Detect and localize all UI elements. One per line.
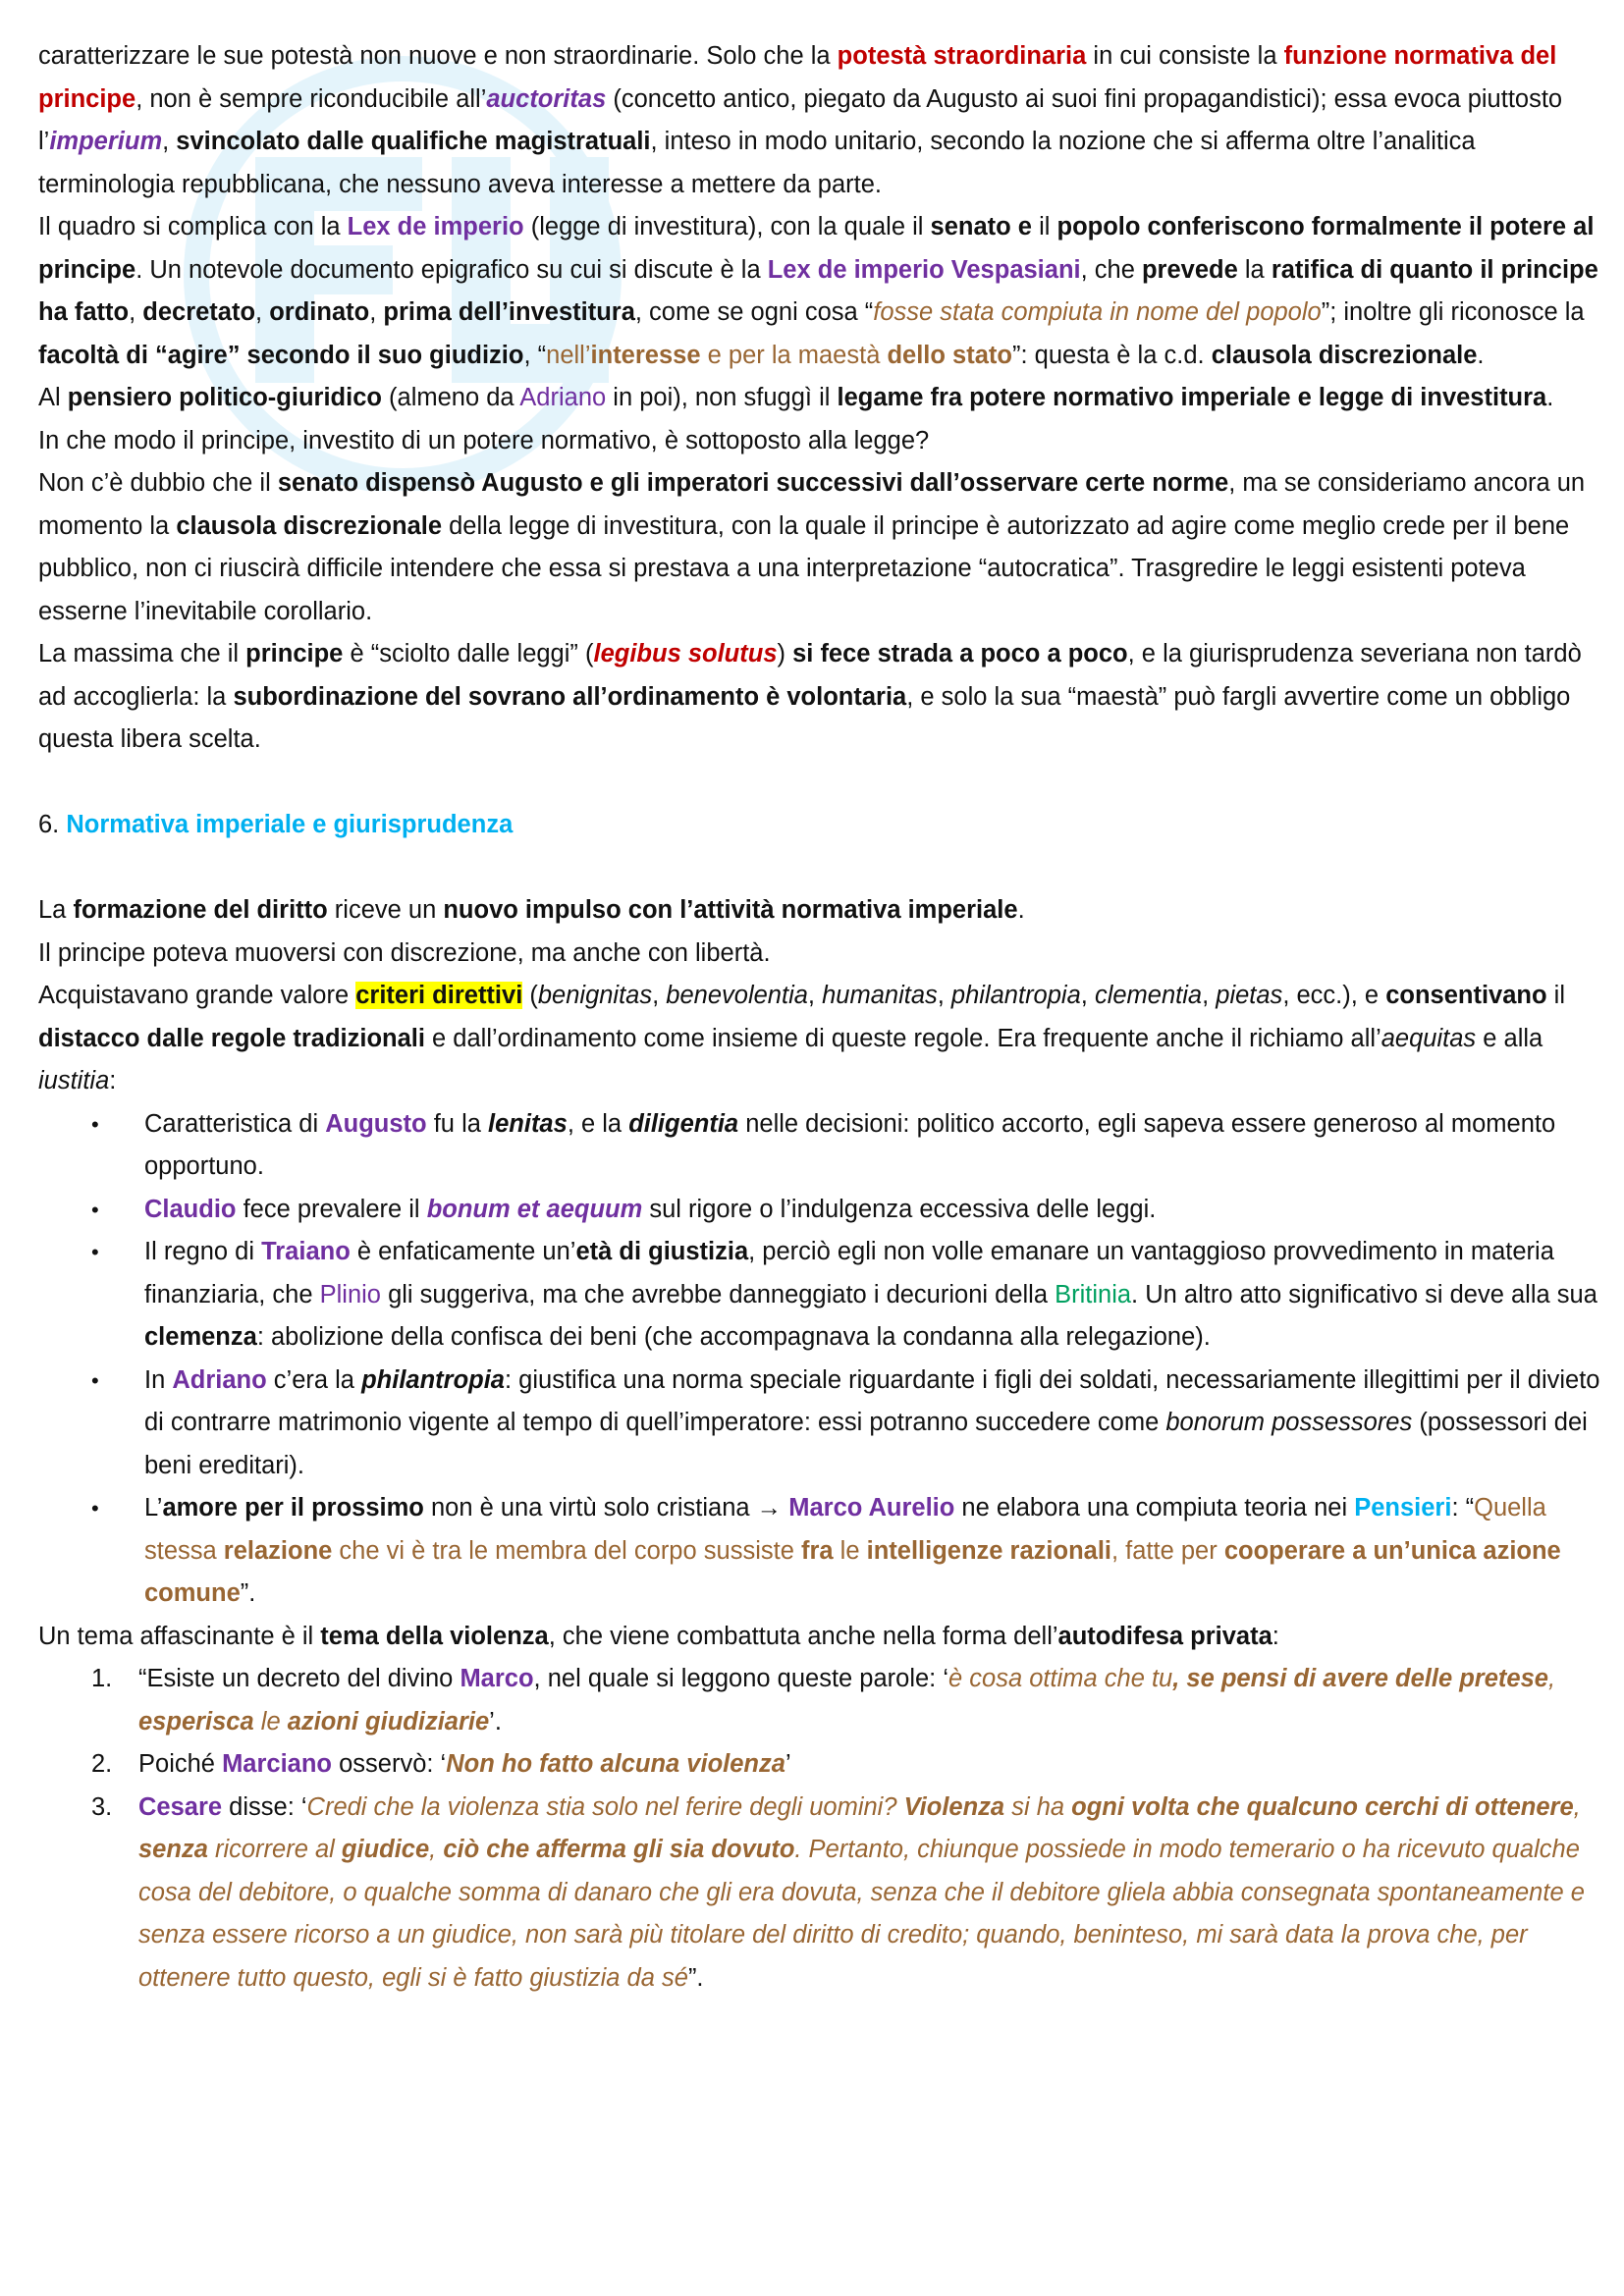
- paragraph-5: Non c’è dubbio che il senato dispensò Augusto e gli imperatori successivi dall’osservare certe norme, ma se consideriamo ancora un momento la clausola discrezionale della legge di investitura, con la quale il principe è autorizzato ad agire come meglio crede per il bene pubblico, non ci riuscirà difficile intendere che essa si prestava a una interpretazione “autocratica”. Trasgredire le leggi esistenti poteva esserne l’inevitabile corollario.: [38, 469, 1586, 625]
- paragraph-3: Al pensiero politico-giuridico (almeno da Adriano in poi), non sfuggì il legame fra potere normativo imperiale e legge di investitura.: [38, 384, 1554, 411]
- list-item: • Caratteristica di Augusto fu la lenitas, e la diligentia nelle decisioni: politico accorto, egli sapeva essere generoso al momento opportuno.: [144, 1103, 1609, 1189]
- paragraph-2: Il quadro si complica con la Lex de imperio (legge di investitura), con la quale il senato e il popolo conferiscono formalmente il potere al principe. Un notevole documento epigrafico su cui si discute è la Lex de imperio Vespasiani, che prevede la ratifica di quanto il principe ha fatto, decretato, ordinato, prima dell’investitura, come se ogni cosa “fosse stata compiuta in nome del popolo”; inoltre gli riconosce la facoltà di “agire” secondo il suo giudizio, “nell’interesse e per la maestà dello stato”: questa è la c.d. clausola discrezionale.: [38, 213, 1598, 369]
- bullet-icon: •: [91, 1367, 99, 1393]
- bullet-icon: •: [91, 1111, 99, 1137]
- bullet-icon: •: [91, 1240, 99, 1264]
- list-item: 1. “Esiste un decreto del divino Marco, nel quale si leggono queste parole: ‘è cosa ottima che tu, se pensi di avere delle pretese, esperisca le azioni giudiziarie’.: [138, 1658, 1609, 1743]
- list-item: 3. Cesare disse: ‘Credi che la violenza stia solo nel ferire degli uomini? Violenza si ha ogni volta che qualcuno cerchi di ottenere, senza ricorrere al giudice, ciò che afferma gli sia dovuto. Pertanto, chiunque possiede in modo temerario o ha ricevuto qualche cosa del debitore, o qualche somma di danaro che gli era dovuta, senza che il debitore gliela abbia consegnata spontaneamente e senza essere ricorso a un giudice, non sarà più titolare del diritto di credito; quando, beninteso, mi sarà data la prova che, per ottenere tutto questo, egli si è fatto giustizia da sé”.: [138, 1787, 1609, 2001]
- list-item: • Il regno di Traiano è enfaticamente un’età di giustizia, perciò egli non volle emanare un vantaggioso provvedimento in materia finanziaria, che Plinio gli suggeriva, ma che avrebbe danneggiato i decurioni della Britinia. Un altro atto significativo si deve alla sua clemenza: abolizione della confisca dei beni (che accompagnava la condanna alla relegazione).: [144, 1231, 1609, 1360]
- document-page: [38, 35, 1609, 2000]
- bullet-list: [38, 1103, 1609, 1616]
- paragraph-10: Un tema affascinante è il tema della violenza, che viene combattuta anche nella forma dell’autodifesa privata:: [38, 1622, 1279, 1650]
- numbered-list: [38, 1658, 1609, 2000]
- list-number: 2.: [91, 1750, 113, 1778]
- spacer: [38, 762, 1609, 805]
- paragraph-6: La massima che il principe è “sciolto dalle leggi” (legibus solutus) si fece strada a poco a poco, e la giurisprudenza severiana non tardò ad accoglierla: la subordinazione del sovrano all’ordinamento è volontaria, e solo la sua “maestà” può fargli avvertire come un obbligo questa libera scelta.: [38, 640, 1582, 753]
- paragraph-8: Il principe poteva muoversi con discrezione, ma anche con libertà.: [38, 938, 771, 967]
- list-item: • In Adriano c’era la philantropia: giustifica una norma speciale riguardante i figli dei soldati, necessariamente illegittimi per il divieto di contrarre matrimonio vigente al tempo di quell’imperatore: essi potranno succedere come bonorum possessores (possessori dei beni ereditari).: [144, 1360, 1609, 1488]
- arrow-right-icon: →: [756, 1494, 783, 1522]
- list-number: 1.: [91, 1665, 113, 1692]
- spacer: [38, 847, 1609, 890]
- paragraph-1: caratterizzare le sue potestà non nuove e non straordinarie. Solo che la potestà straordinaria in cui consiste la funzione normativa del principe, non è sempre riconducibile all’auctoritas (concetto antico, piegato da Augusto ai suoi fini propagandistici); essa evoca piuttosto l’imperium, svincolato dalle qualifiche magistratuali, inteso in modo unitario, secondo la nozione che si afferma oltre l’analitica terminologia repubblicana, che nessuno aveva interesse a mettere da parte.: [38, 42, 1563, 198]
- bullet-icon: •: [91, 1496, 99, 1521]
- paragraph-4: In che modo il principe, investito di un potere normativo, è sottoposto alla legge?: [38, 426, 930, 454]
- paragraph-7: La formazione del diritto riceve un nuovo impulso con l’attività normativa imperiale.: [38, 896, 1025, 924]
- bullet-icon: •: [91, 1197, 99, 1222]
- paragraph-9: Acquistavano grande valore criteri direttivi (benignitas, benevolentia, humanitas, philantropia, clementia, pietas, ecc.), e consentivano il distacco dalle regole tradizionali e dall’ordinamento come insieme di queste regole. Era frequente anche il richiamo all’aequitas e alla iustitia:: [38, 982, 1565, 1095]
- list-item: • Claudio fece prevalere il bonum et aequum sul rigore o l’indulgenza eccessiva delle leggi.: [144, 1189, 1609, 1232]
- section-heading: 6. Normativa imperiale e giurisprudenza: [38, 811, 514, 838]
- list-item: 2. Poiché Marciano osservò: ‘Non ho fatto alcuna violenza’: [138, 1743, 1609, 1787]
- list-number: 3.: [91, 1792, 113, 1821]
- list-item: • L’amore per il prossimo non è una virtù solo cristiana → Marco Aurelio ne elabora una compiuta teoria nei Pensieri: “Quella stessa relazione che vi è tra le membra del corpo sussiste fra le intelligenze razionali, fatte per cooperare a un’unica azione comune”.: [144, 1487, 1609, 1616]
